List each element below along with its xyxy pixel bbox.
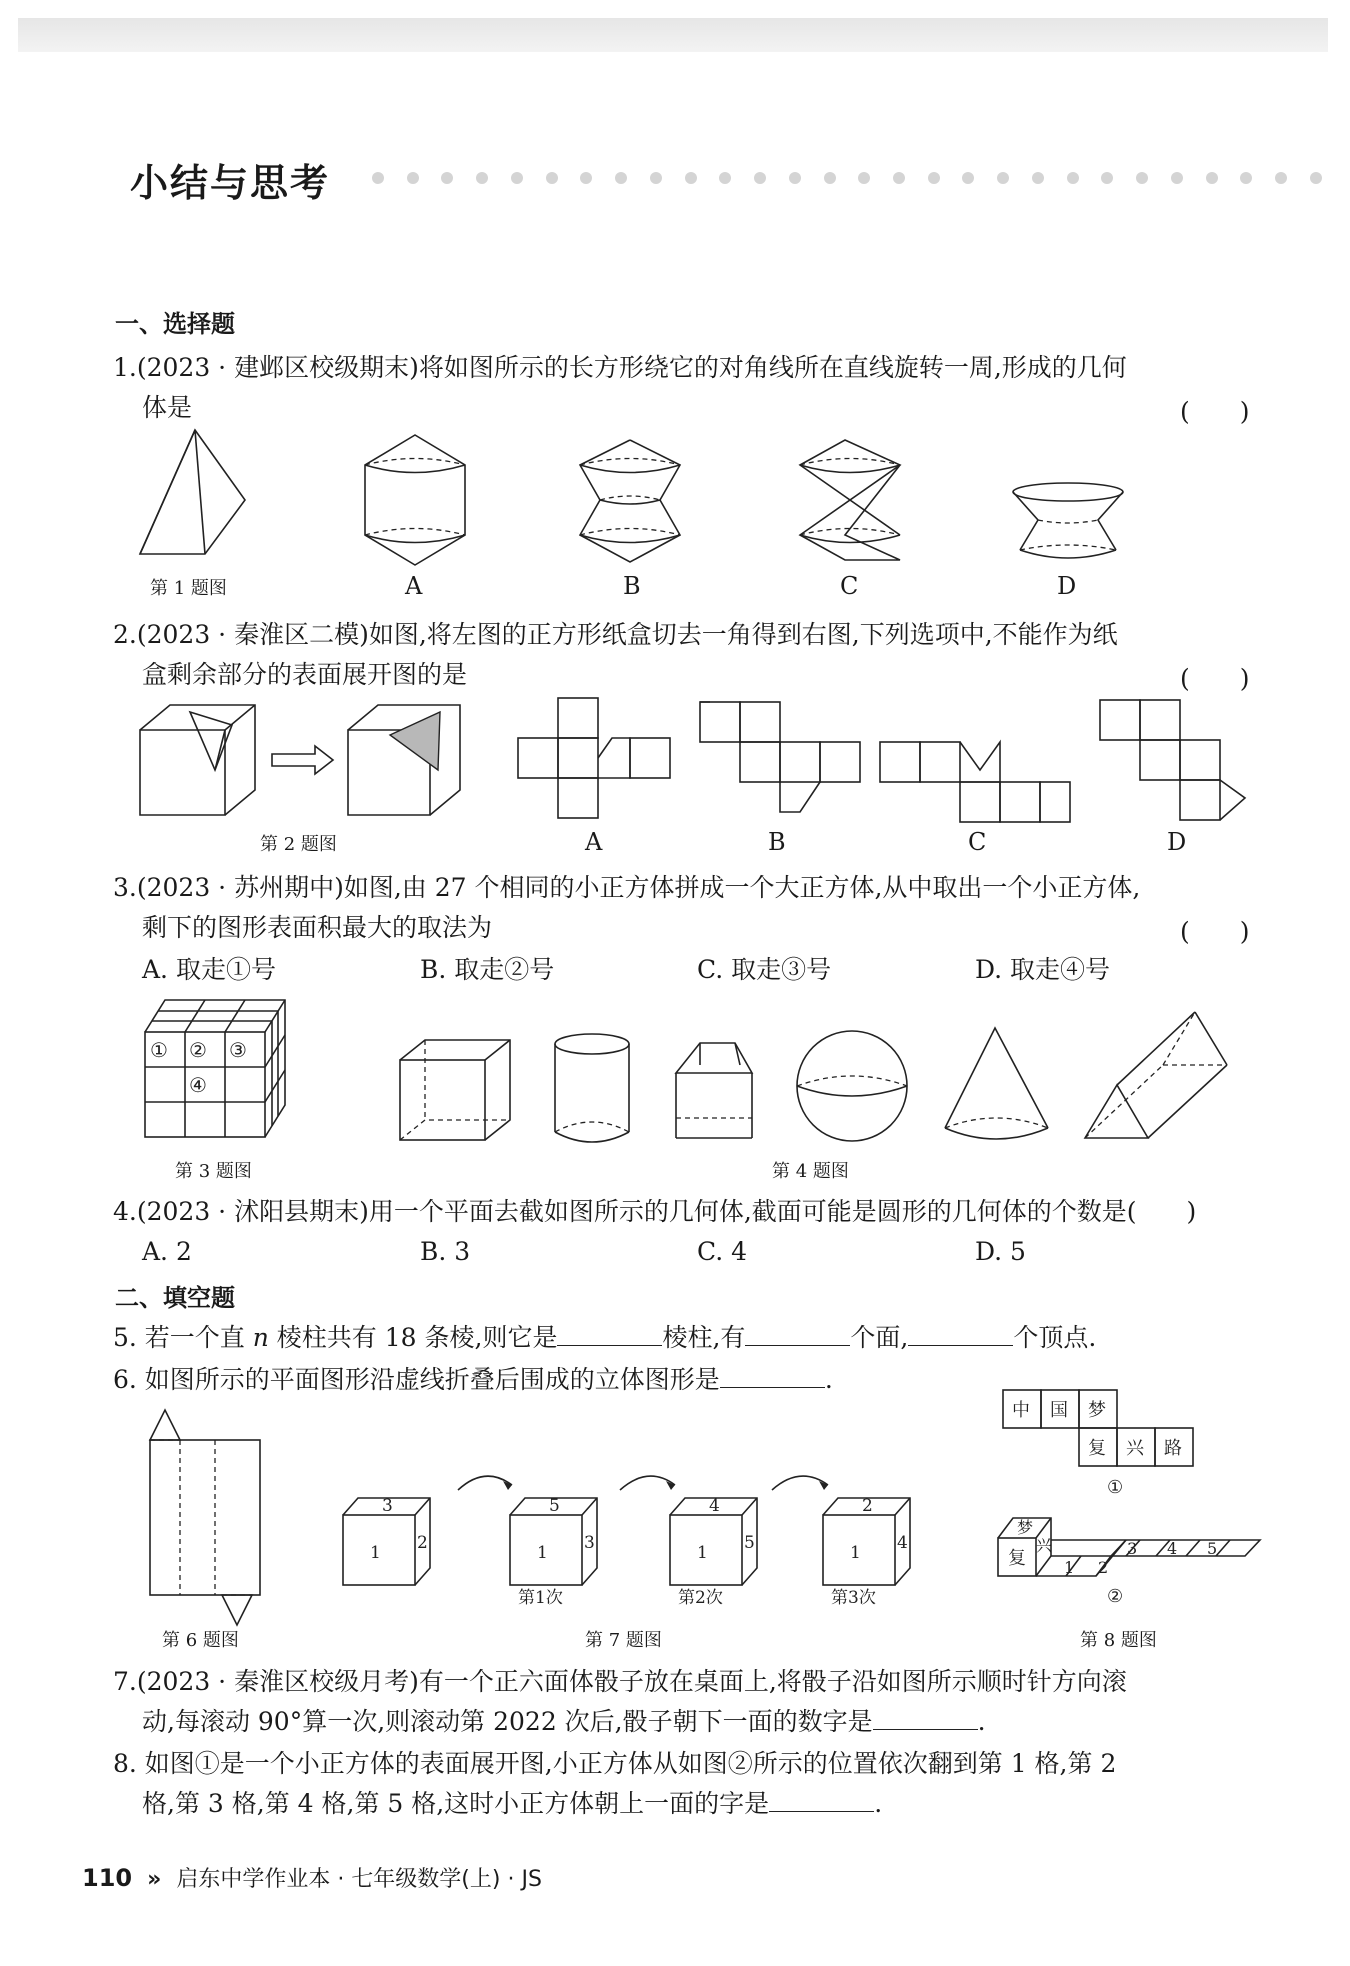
fig7-dice-figures [343,1476,910,1585]
q8-blank[interactable] [769,1787,874,1812]
die2-top: 5 [549,1496,560,1516]
question-3-line2: 剩下的图形表面积最大的取法为 [142,913,493,942]
figure-4-caption: 第 4 题图 [772,1161,849,1182]
question-8-line1: 8. 如图①是一个小正方体的表面展开图,小正方体从如图②所示的位置依次翻到第 1 格,第 2 [113,1749,1117,1778]
q1-option-c-label: C [840,572,859,600]
q6-text: 6. 如图所示的平面图形沿虚线折叠后围成的立体图形是 [113,1365,720,1394]
q7-blank[interactable] [873,1705,978,1730]
net-cell-zhong: 中 [1012,1400,1030,1421]
track-cell-3: 3 [1127,1539,1138,1558]
question-2-answer-bracket: ( ) [1180,664,1250,693]
question-7-line2 [142,1702,986,1742]
figure-3-caption: 第 3 题图 [175,1161,252,1182]
page-footer [82,1862,542,1893]
die4-top: 2 [862,1496,873,1516]
q7-end: . [977,1707,986,1736]
q2-option-b-label: B [768,828,786,856]
cube-top-meng: 梦 [1017,1518,1034,1537]
die4-side: 4 [897,1533,908,1553]
q3-choice-d: D. 取走④号 [975,955,1111,984]
net-cell-xing: 兴 [1126,1438,1144,1459]
question-2-line2: 盒剩余部分的表面展开图的是 [142,660,468,689]
question-1-line2: 体是 [142,393,193,422]
die2-side: 3 [584,1533,595,1553]
q5-text-5: 个顶点. [1013,1323,1097,1352]
track-cell-2: 2 [1098,1558,1109,1577]
q2-option-d-label: D [1167,828,1187,856]
section-heading-fill: 二、填空题 [115,1284,235,1312]
step-2-label: 第2次 [678,1588,723,1608]
die1-side: 2 [417,1533,428,1553]
die1-top: 3 [382,1496,393,1516]
question-8-line2 [142,1784,882,1824]
q5-text-2: 棱柱共有 18 条棱,则它是 [268,1323,558,1352]
net-1-label: ① [1107,1477,1124,1498]
cube-label-4: ④ [189,1073,207,1097]
fig6-prism-net [150,1410,260,1625]
figure-6-caption: 第 6 题图 [162,1630,239,1651]
cube-right-xing: 兴 [1036,1536,1053,1555]
q5-text-1: 5. 若一个直 [113,1323,253,1352]
net-cell-meng: 梦 [1088,1400,1106,1421]
footer-arrows-icon: » [147,1867,162,1892]
q3-choice-a: A. 取走①号 [142,955,276,984]
q5-text-3: 棱柱,有 [662,1323,746,1352]
question-3-answer-bracket: ( ) [1180,917,1250,946]
q1-option-a-label: A [405,572,423,600]
q7-line2-text: 动,每滚动 90°算一次,则滚动第 2022 次后,骰子朝下一面的数字是 [142,1707,873,1736]
question-1-answer-bracket: ( ) [1180,397,1250,426]
question-4-line1: 4.(2023 · 沭阳县期末)用一个平面去截如图所示的几何体,截面可能是圆形的几何体的个数是( ) [113,1197,1197,1226]
die4-front: 1 [850,1543,861,1563]
figure-7-caption: 第 7 题图 [585,1630,662,1651]
figure-1-caption: 第 1 题图 [150,578,227,599]
die2-front: 1 [537,1543,548,1563]
question-3-line1: 3.(2023 · 苏州期中)如图,由 27 个相同的小正方体拼成一个大正方体,从中取出一个小正方体, [113,873,1141,902]
q3-choice-b: B. 取走②号 [420,955,555,984]
figure-8-caption: 第 8 题图 [1080,1630,1157,1651]
q2-option-c-label: C [968,828,987,856]
cube-label-3: ③ [229,1038,247,1062]
figure-2-caption: 第 2 题图 [260,834,337,855]
q3-choice-c: C. 取走③号 [697,955,832,984]
book-title: 启东中学作业本 · 七年级数学(上) · JS [176,1867,542,1892]
q5-variable-n: n [252,1323,269,1352]
q4-choice-b: B. 3 [420,1237,471,1266]
page-title: 小结与思考 [130,161,331,205]
step-3-label: 第3次 [831,1588,876,1608]
track-cell-4: 4 [1167,1539,1178,1558]
die3-front: 1 [697,1543,708,1563]
net-cell-fu: 复 [1088,1438,1106,1459]
track-label-2: ② [1107,1586,1124,1607]
die3-top: 4 [709,1496,720,1516]
step-1-label: 第1次 [518,1588,563,1608]
question-1-line1: 1.(2023 · 建邺区校级期末)将如图所示的长方形绕它的对角线所在直线旋转一周,形成的几何 [113,353,1127,382]
q1-option-b-label: B [623,572,641,600]
net-cell-guo: 国 [1050,1400,1068,1421]
q6-end: . [824,1365,833,1394]
q8-end: . [874,1789,883,1818]
q1-option-d-label: D [1057,572,1077,600]
track-cell-1: 1 [1064,1558,1075,1577]
page-number: 110 [82,1864,133,1892]
question-7-line1: 7.(2023 · 秦淮区校级月考)有一个正六面体骰子放在桌面上,将骰子沿如图所示顺时针方向滚 [113,1667,1127,1696]
question-2-line1: 2.(2023 · 秦淮区二模)如图,将左图的正方形纸盒切去一角得到右图,下列选项中,不能作为纸 [113,620,1118,649]
q2-option-a-label: A [585,828,603,856]
section-heading-choice: 一、选择题 [115,310,235,338]
die3-side: 5 [744,1533,755,1553]
q4-choice-a: A. 2 [142,1237,192,1266]
cube-front-fu: 复 [1008,1548,1026,1569]
cube-label-1: ① [150,1038,168,1062]
track-cell-5: 5 [1207,1539,1218,1558]
die1-front: 1 [370,1543,381,1563]
q8-line2-text: 格,第 3 格,第 4 格,第 5 格,这时小正方体朝上一面的字是 [142,1789,770,1818]
net-cell-lu: 路 [1164,1438,1182,1459]
cube-label-2: ② [189,1038,207,1062]
q4-choice-d: D. 5 [975,1237,1026,1266]
q4-choice-c: C. 4 [697,1237,748,1266]
q5-text-4: 个面, [850,1323,909,1352]
